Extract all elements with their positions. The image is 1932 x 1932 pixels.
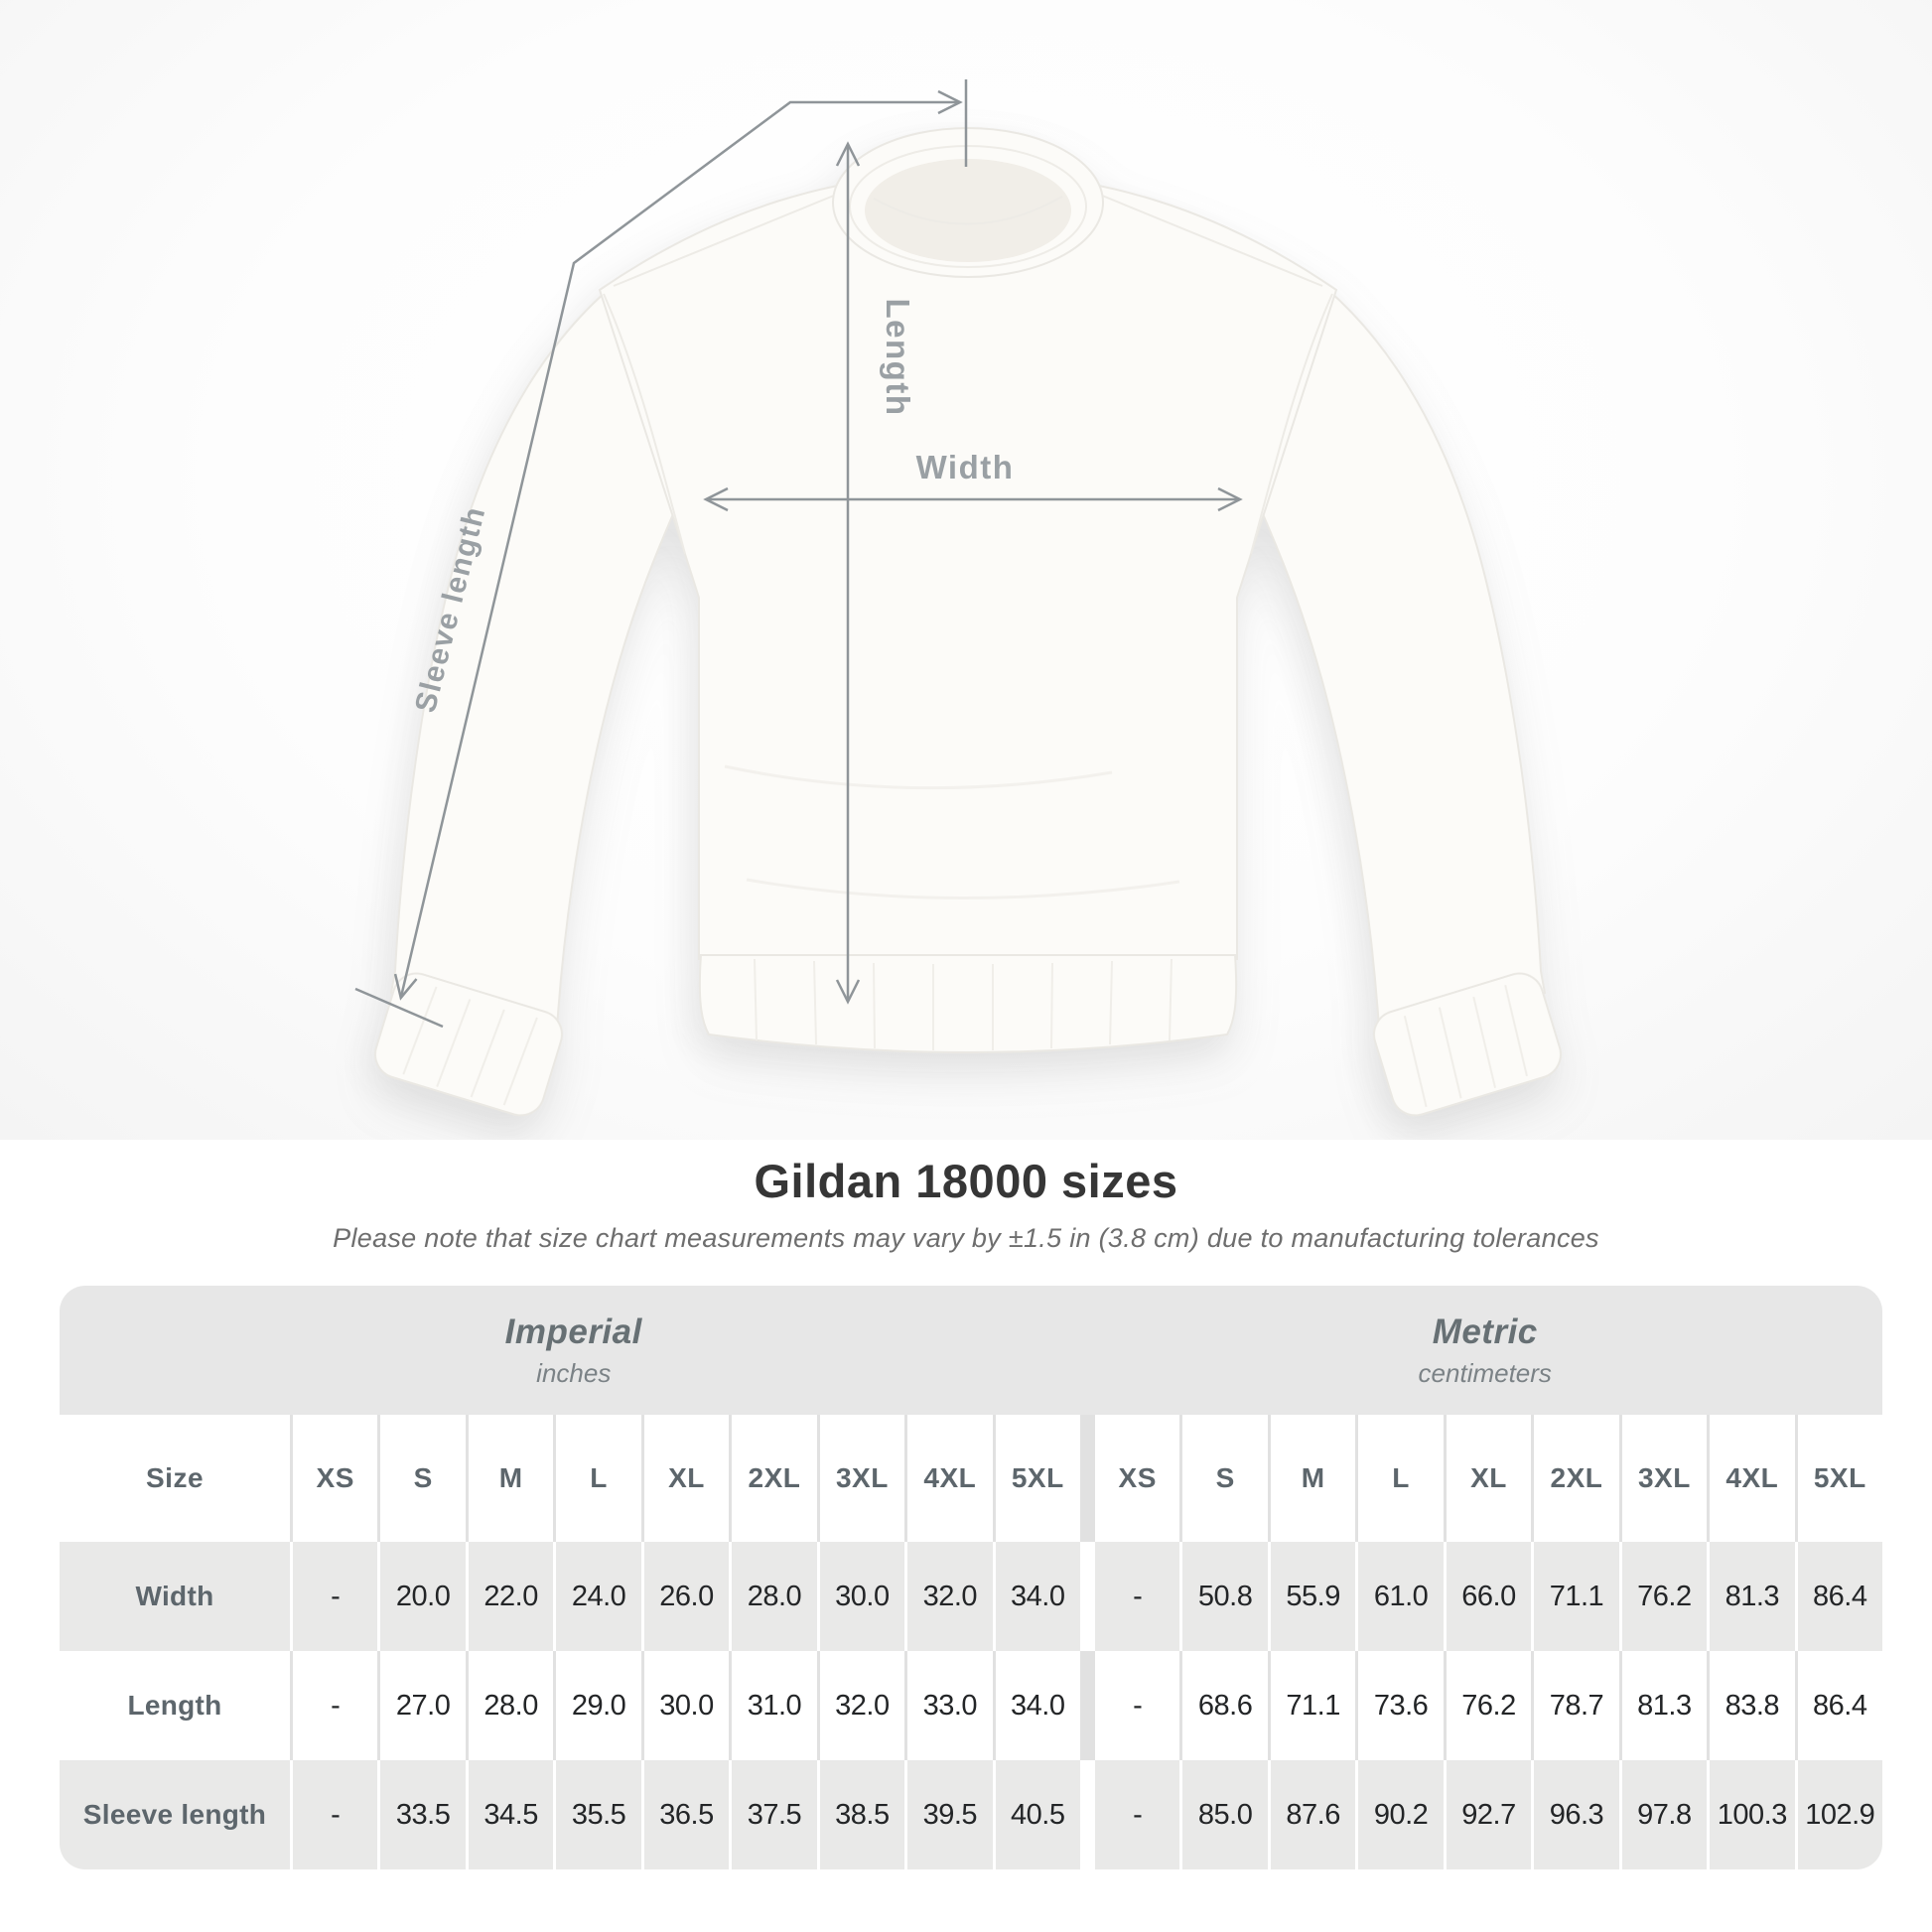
length-metric-value: - <box>1095 1651 1179 1760</box>
width-row <box>60 1542 1882 1651</box>
width-imperial-value: - <box>293 1542 377 1651</box>
width-metric-value: 76.2 <box>1622 1542 1707 1651</box>
metric-size-header: XS <box>1095 1415 1179 1542</box>
width-imperial-value: 28.0 <box>732 1542 816 1651</box>
sweatshirt-graphic <box>369 128 1567 1121</box>
neck-opening <box>865 159 1071 262</box>
imperial-size-header: 3XL <box>820 1415 904 1542</box>
unit-divider <box>1083 1542 1092 1651</box>
sleeve-metric-value: 85.0 <box>1182 1760 1267 1869</box>
length-imperial-value: 30.0 <box>644 1651 729 1760</box>
width-imperial-value: 34.0 <box>996 1542 1080 1651</box>
body-panel <box>600 173 1336 959</box>
length-metric-value: 71.1 <box>1271 1651 1355 1760</box>
metric-size-header: 4XL <box>1710 1415 1794 1542</box>
metric-size-header: XL <box>1447 1415 1531 1542</box>
unit-divider <box>1083 1651 1092 1760</box>
width-metric-value: 71.1 <box>1534 1542 1618 1651</box>
sleeve-length-dimension-label: Sleeve length <box>409 502 492 716</box>
row-label: Length <box>60 1651 290 1760</box>
width-imperial-value: 20.0 <box>380 1542 465 1651</box>
sleeve-imperial-value: 39.5 <box>907 1760 992 1869</box>
width-imperial-value: 32.0 <box>907 1542 992 1651</box>
length-imperial-value: - <box>293 1651 377 1760</box>
width-imperial-value: 30.0 <box>820 1542 904 1651</box>
sleeve-metric-value: 97.8 <box>1622 1760 1707 1869</box>
length-metric-value: 78.7 <box>1534 1651 1618 1760</box>
width-metric-value: 55.9 <box>1271 1542 1355 1651</box>
unit-divider <box>1083 1760 1092 1869</box>
sleeve-metric-value: 100.3 <box>1710 1760 1794 1869</box>
length-imperial-value: 28.0 <box>469 1651 553 1760</box>
metric-size-header: S <box>1182 1415 1267 1542</box>
sleeve-metric-value: 90.2 <box>1358 1760 1443 1869</box>
width-metric-value: 66.0 <box>1447 1542 1531 1651</box>
length-metric-value: 68.6 <box>1182 1651 1267 1760</box>
length-imperial-value: 33.0 <box>907 1651 992 1760</box>
length-metric-value: 81.3 <box>1622 1651 1707 1760</box>
imperial-size-header: 4XL <box>907 1415 992 1542</box>
sleeve-imperial-value: 34.5 <box>469 1760 553 1869</box>
sleeve-imperial-value: 37.5 <box>732 1760 816 1869</box>
tolerance-note: Please note that size chart measurements may vary by ±1.5 in (3.8 cm) due to manufacturing tolerances <box>333 1223 1599 1253</box>
metric-size-header: L <box>1358 1415 1443 1542</box>
length-imperial-value: 27.0 <box>380 1651 465 1760</box>
imperial-header <box>60 1286 1088 1415</box>
sleeve-length-row <box>60 1760 1882 1869</box>
page-title: Gildan 18000 sizes <box>754 1155 1178 1207</box>
imperial-size-header: M <box>469 1415 553 1542</box>
width-metric-value: 61.0 <box>1358 1542 1443 1651</box>
width-imperial-value: 24.0 <box>556 1542 640 1651</box>
length-imperial-value: 34.0 <box>996 1651 1080 1760</box>
sleeve-imperial-value: 33.5 <box>380 1760 465 1869</box>
sleeve-metric-value: 102.9 <box>1798 1760 1882 1869</box>
hem-band <box>700 955 1236 1052</box>
width-imperial-value: 22.0 <box>469 1542 553 1651</box>
length-imperial-value: 31.0 <box>732 1651 816 1760</box>
width-dimension-label: Width <box>915 449 1015 485</box>
width-metric-value: 86.4 <box>1798 1542 1882 1651</box>
size-header-row <box>60 1415 1882 1542</box>
length-metric-value: 76.2 <box>1447 1651 1531 1760</box>
sleeve-metric-value: 92.7 <box>1447 1760 1531 1869</box>
metric-title: Metric <box>1432 1311 1538 1351</box>
unit-header-band <box>60 1286 1882 1415</box>
metric-size-header: 5XL <box>1798 1415 1882 1542</box>
width-metric-value: 50.8 <box>1182 1542 1267 1651</box>
sleeve-metric-value: - <box>1095 1760 1179 1869</box>
row-label: Sleeve length <box>60 1760 290 1869</box>
imperial-size-header: 5XL <box>996 1415 1080 1542</box>
metric-size-header: 2XL <box>1534 1415 1618 1542</box>
sleeve-imperial-value: 35.5 <box>556 1760 640 1869</box>
length-metric-value: 73.6 <box>1358 1651 1443 1760</box>
sleeve-imperial-value: 38.5 <box>820 1760 904 1869</box>
imperial-title: Imperial <box>504 1311 642 1351</box>
imperial-unit: inches <box>536 1357 612 1388</box>
sleeve-imperial-value: - <box>293 1760 377 1869</box>
width-metric-value: 81.3 <box>1710 1542 1794 1651</box>
sleeve-metric-value: 96.3 <box>1534 1760 1618 1869</box>
metric-size-header: M <box>1271 1415 1355 1542</box>
width-metric-value: - <box>1095 1542 1179 1651</box>
metric-header <box>1088 1286 1882 1415</box>
size-column-header: Size <box>60 1415 290 1542</box>
imperial-size-header: S <box>380 1415 465 1542</box>
sleeve-metric-value: 87.6 <box>1271 1760 1355 1869</box>
row-label: Width <box>60 1542 290 1651</box>
length-metric-value: 83.8 <box>1710 1651 1794 1760</box>
length-imperial-value: 29.0 <box>556 1651 640 1760</box>
width-imperial-value: 26.0 <box>644 1542 729 1651</box>
imperial-size-header: L <box>556 1415 640 1542</box>
length-dimension-label: Length <box>880 298 916 417</box>
unit-divider <box>1083 1415 1092 1542</box>
length-imperial-value: 32.0 <box>820 1651 904 1760</box>
imperial-size-header: 2XL <box>732 1415 816 1542</box>
imperial-size-header: XS <box>293 1415 377 1542</box>
length-metric-value: 86.4 <box>1798 1651 1882 1760</box>
metric-unit: centimeters <box>1418 1357 1552 1388</box>
sleeve-imperial-value: 36.5 <box>644 1760 729 1869</box>
sleeve-imperial-value: 40.5 <box>996 1760 1080 1869</box>
metric-size-header: 3XL <box>1622 1415 1707 1542</box>
size-table <box>60 1286 1882 1869</box>
length-row <box>60 1651 1882 1760</box>
imperial-size-header: XL <box>644 1415 729 1542</box>
